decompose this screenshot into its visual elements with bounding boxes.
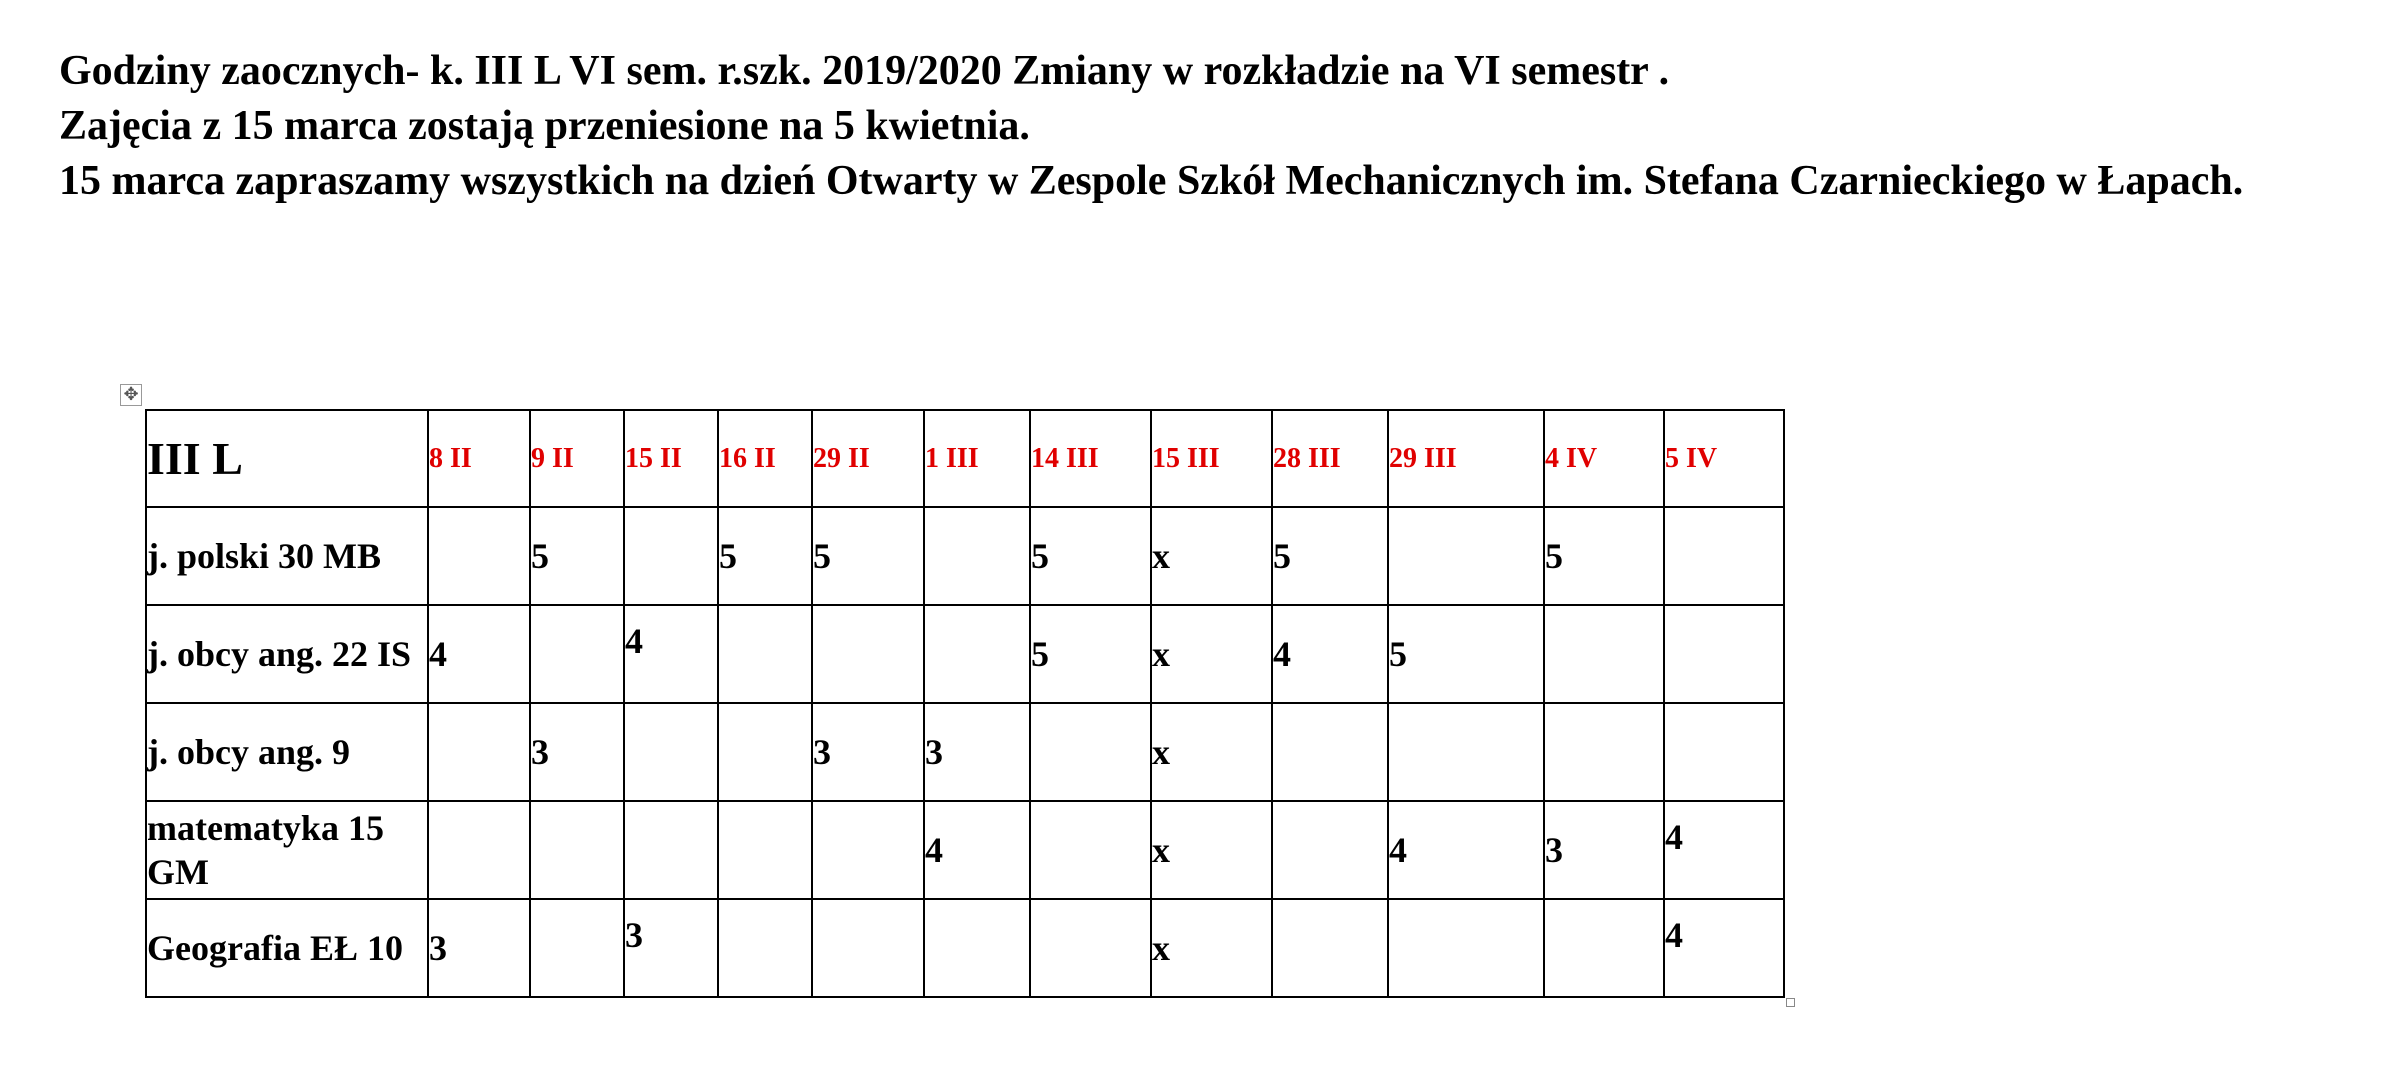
date-header: 14 III: [1030, 410, 1151, 507]
hours-cell: [1664, 507, 1784, 605]
announcement-line-1: Godziny zaocznych- k. III L VI sem. r.szk. 2019/2020 Zmiany w rozkładzie na VI semestr .: [59, 48, 1670, 94]
hours-cell: [1388, 703, 1544, 801]
hours-cell: 4: [1388, 801, 1544, 899]
hours-cell: x: [1151, 801, 1272, 899]
table-row: [146, 703, 1784, 801]
hours-cell: [1272, 801, 1388, 899]
hours-cell: 5: [1544, 507, 1664, 605]
hours-cell: [924, 605, 1030, 703]
date-header: 1 III: [924, 410, 1030, 507]
hours-cell: 3: [924, 703, 1030, 801]
hours-cell: [718, 605, 812, 703]
hours-cell: x: [1151, 899, 1272, 997]
date-header: 29 II: [812, 410, 924, 507]
hours-cell: 5: [718, 507, 812, 605]
subject-cell: matematyka 15 GM: [146, 801, 428, 899]
hours-cell: 4: [1664, 899, 1784, 997]
hours-cell: x: [1151, 507, 1272, 605]
hours-cell: 5: [1272, 507, 1388, 605]
date-header: 28 III: [1272, 410, 1388, 507]
date-header: 16 II: [718, 410, 812, 507]
hours-cell: 5: [1030, 507, 1151, 605]
hours-cell: [530, 605, 624, 703]
subject-cell: j. polski 30 MB: [146, 507, 428, 605]
hours-cell: [718, 703, 812, 801]
schedule-table: [145, 409, 1785, 998]
hours-cell: x: [1151, 703, 1272, 801]
class-label: III L: [146, 410, 428, 507]
hours-cell: [1272, 899, 1388, 997]
hours-cell: 5: [530, 507, 624, 605]
hours-cell: [624, 703, 718, 801]
hours-cell: [1030, 899, 1151, 997]
table-row: [146, 899, 1784, 997]
hours-cell: x: [1151, 605, 1272, 703]
hours-cell: 5: [1030, 605, 1151, 703]
hours-cell: 4: [1664, 801, 1784, 899]
hours-cell: [1272, 703, 1388, 801]
hours-cell: [1030, 703, 1151, 801]
date-header: 29 III: [1388, 410, 1544, 507]
hours-cell: [530, 899, 624, 997]
table-row: [146, 507, 1784, 605]
hours-cell: 5: [812, 507, 924, 605]
hours-cell: [718, 899, 812, 997]
table-row: [146, 801, 1784, 899]
hours-cell: [624, 507, 718, 605]
date-header: 15 II: [624, 410, 718, 507]
hours-cell: [1664, 605, 1784, 703]
date-header: 8 II: [428, 410, 530, 507]
hours-cell: [1388, 899, 1544, 997]
hours-cell: [1544, 899, 1664, 997]
hours-cell: 4: [624, 605, 718, 703]
hours-cell: 4: [1272, 605, 1388, 703]
hours-cell: 3: [530, 703, 624, 801]
hours-cell: 3: [428, 899, 530, 997]
hours-cell: [812, 801, 924, 899]
hours-cell: [812, 605, 924, 703]
hours-cell: [1544, 703, 1664, 801]
date-header: 9 II: [530, 410, 624, 507]
table-header-row: [146, 410, 1784, 507]
hours-cell: 3: [1544, 801, 1664, 899]
table-resize-handle-icon[interactable]: [1786, 998, 1795, 1007]
hours-cell: [530, 801, 624, 899]
hours-cell: [1544, 605, 1664, 703]
hours-cell: [924, 507, 1030, 605]
hours-cell: [428, 801, 530, 899]
subject-cell: Geografia EŁ 10: [146, 899, 428, 997]
hours-cell: 4: [924, 801, 1030, 899]
hours-cell: [812, 899, 924, 997]
hours-cell: 3: [812, 703, 924, 801]
subject-cell: j. obcy ang. 22 IS: [146, 605, 428, 703]
table-row: [146, 605, 1784, 703]
hours-cell: [428, 507, 530, 605]
hours-cell: 5: [1388, 605, 1544, 703]
hours-cell: [718, 801, 812, 899]
hours-cell: [1388, 507, 1544, 605]
hours-cell: [624, 801, 718, 899]
announcement: [59, 44, 2379, 209]
announcement-line-3: 15 marca zapraszamy wszystkich na dzień Otwarty w Zespole Szkół Mechanicznych im. Stefana Czarnieckiego w Łapach.: [59, 158, 2244, 204]
subject-cell: j. obcy ang. 9: [146, 703, 428, 801]
hours-cell: [924, 899, 1030, 997]
hours-cell: [1030, 801, 1151, 899]
date-header: 5 IV: [1664, 410, 1784, 507]
table-move-handle-icon[interactable]: ✥: [120, 384, 142, 406]
hours-cell: 4: [428, 605, 530, 703]
hours-cell: [1664, 703, 1784, 801]
date-header: 15 III: [1151, 410, 1272, 507]
date-header: 4 IV: [1544, 410, 1664, 507]
announcement-line-2: Zajęcia z 15 marca zostają przeniesione na 5 kwietnia.: [59, 103, 1030, 149]
hours-cell: 3: [624, 899, 718, 997]
hours-cell: [428, 703, 530, 801]
